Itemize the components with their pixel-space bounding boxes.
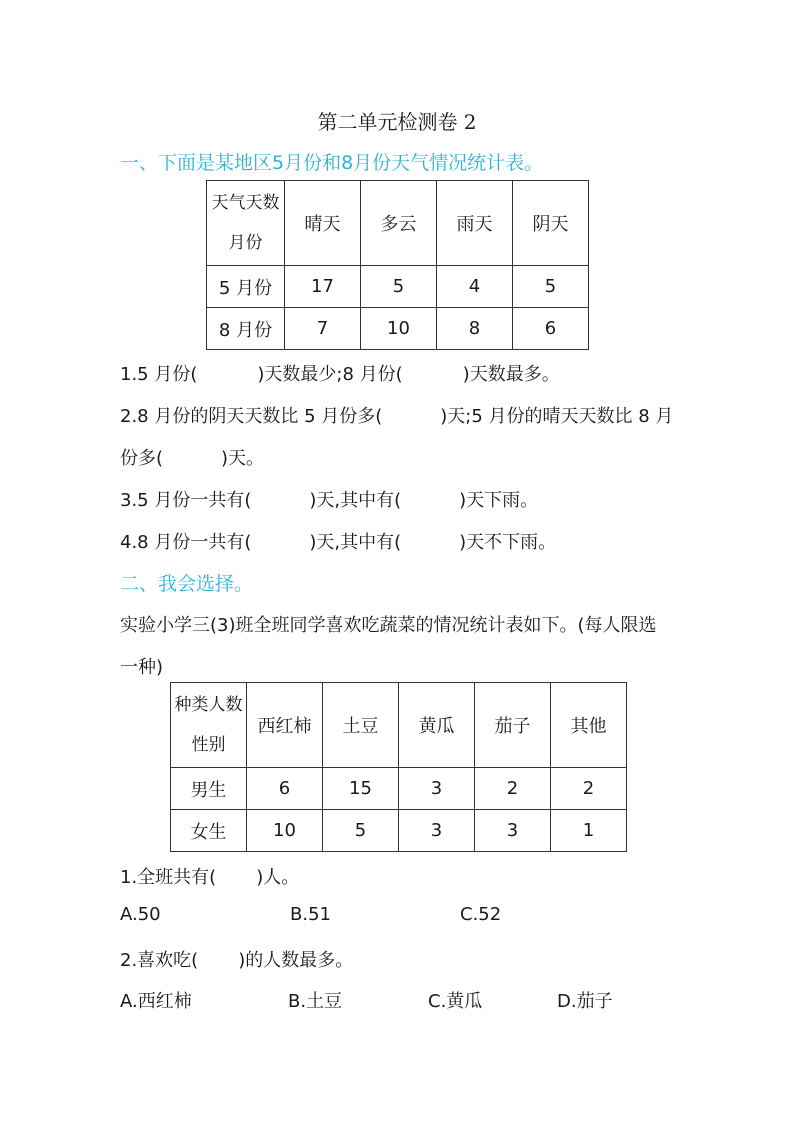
column-header: 晴天 <box>285 181 361 266</box>
column-header: 其他 <box>551 683 627 768</box>
question-2-1 <box>120 863 299 889</box>
option-b[interactable]: B.51 <box>290 904 331 925</box>
table-cell: 7 <box>285 308 361 350</box>
table-cell: 6 <box>247 768 323 810</box>
question-text: 份多( <box>120 448 164 469</box>
option-d[interactable]: D.茄子 <box>557 991 613 1012</box>
weather-table-corner-cell <box>207 181 285 266</box>
option-b[interactable]: B.土豆 <box>288 991 343 1012</box>
table-cell: 3 <box>399 768 475 810</box>
question-1-4 <box>120 528 556 554</box>
question-1-2-continued <box>120 444 264 470</box>
table-cell: 6 <box>513 308 589 350</box>
question-text: 2.喜欢吃( <box>120 950 199 971</box>
table-cell: 10 <box>247 810 323 852</box>
option-c[interactable]: C.52 <box>460 904 502 925</box>
column-header: 多云 <box>361 181 437 266</box>
question-text: 3.5 月份一共有( <box>120 490 252 511</box>
column-header: 阴天 <box>513 181 589 266</box>
table-row <box>171 810 627 852</box>
row-label: 5 月份 <box>207 266 285 308</box>
section-2-intro-continued: 一种) <box>120 657 164 678</box>
vegetable-table-header-row <box>171 683 627 768</box>
table-cell: 3 <box>475 810 551 852</box>
corner-bottom-label: 月份 <box>228 233 263 253</box>
column-header: 土豆 <box>323 683 399 768</box>
vegetable-table <box>170 682 627 852</box>
table-row <box>207 308 589 350</box>
column-header: 西红柿 <box>247 683 323 768</box>
row-label: 男生 <box>171 768 247 810</box>
question-text: )天下雨。 <box>459 490 539 511</box>
corner-top-label: 天气天数 <box>211 193 280 213</box>
question-text: )天数最多。 <box>462 364 560 385</box>
question-text: )天数最少;8 月份( <box>257 364 403 385</box>
section-2-heading: 二、我会选择。 <box>120 573 254 595</box>
table-cell: 17 <box>285 266 361 308</box>
question-text: 4.8 月份一共有( <box>120 532 252 553</box>
corner-bottom-label: 性别 <box>191 735 226 755</box>
weather-table <box>206 180 589 350</box>
table-cell: 10 <box>361 308 437 350</box>
row-label: 8 月份 <box>207 308 285 350</box>
table-cell: 15 <box>323 768 399 810</box>
question-text: )天。 <box>221 448 265 469</box>
question-text: )天;5 月份的晴天天数比 8 月 <box>440 406 674 427</box>
question-text: )人。 <box>256 867 300 888</box>
question-text: )天,其中有( <box>309 532 402 553</box>
option-c[interactable]: C.黄瓜 <box>428 991 483 1012</box>
table-cell: 1 <box>551 810 627 852</box>
column-header: 黄瓜 <box>399 683 475 768</box>
question-text: 1.全班共有( <box>120 867 217 888</box>
table-cell: 5 <box>513 266 589 308</box>
table-cell: 3 <box>399 810 475 852</box>
table-row <box>207 266 589 308</box>
question-1-1 <box>120 360 560 386</box>
column-header: 雨天 <box>437 181 513 266</box>
question-1-3 <box>120 486 538 512</box>
table-cell: 2 <box>475 768 551 810</box>
question-text: 1.5 月份( <box>120 364 198 385</box>
question-1-2 <box>120 402 673 428</box>
row-label: 女生 <box>171 810 247 852</box>
question-2-2 <box>120 946 353 972</box>
page-title: 第二单元检测卷 2 <box>317 110 477 134</box>
table-cell: 2 <box>551 768 627 810</box>
table-row <box>171 768 627 810</box>
corner-top-label: 种类人数 <box>174 695 243 715</box>
column-header: 茄子 <box>475 683 551 768</box>
question-text: )天不下雨。 <box>459 532 557 553</box>
option-a[interactable]: A.西红柿 <box>120 991 192 1012</box>
question-text: )天,其中有( <box>309 490 402 511</box>
vegetable-table-corner-cell <box>171 683 247 768</box>
table-cell: 5 <box>361 266 437 308</box>
option-a[interactable]: A.50 <box>120 904 161 925</box>
table-cell: 4 <box>437 266 513 308</box>
section-1-heading: 一、下面是某地区5月份和8月份天气情况统计表。 <box>120 152 544 174</box>
question-text: )的人数最多。 <box>238 950 354 971</box>
table-cell: 8 <box>437 308 513 350</box>
table-cell: 5 <box>323 810 399 852</box>
question-text: 2.8 月份的阴天天数比 5 月份多( <box>120 406 383 427</box>
weather-table-header-row <box>207 181 589 266</box>
section-2-intro: 实验小学三(3)班全班同学喜欢吃蔬菜的情况统计表如下。(每人限选 <box>120 615 657 636</box>
